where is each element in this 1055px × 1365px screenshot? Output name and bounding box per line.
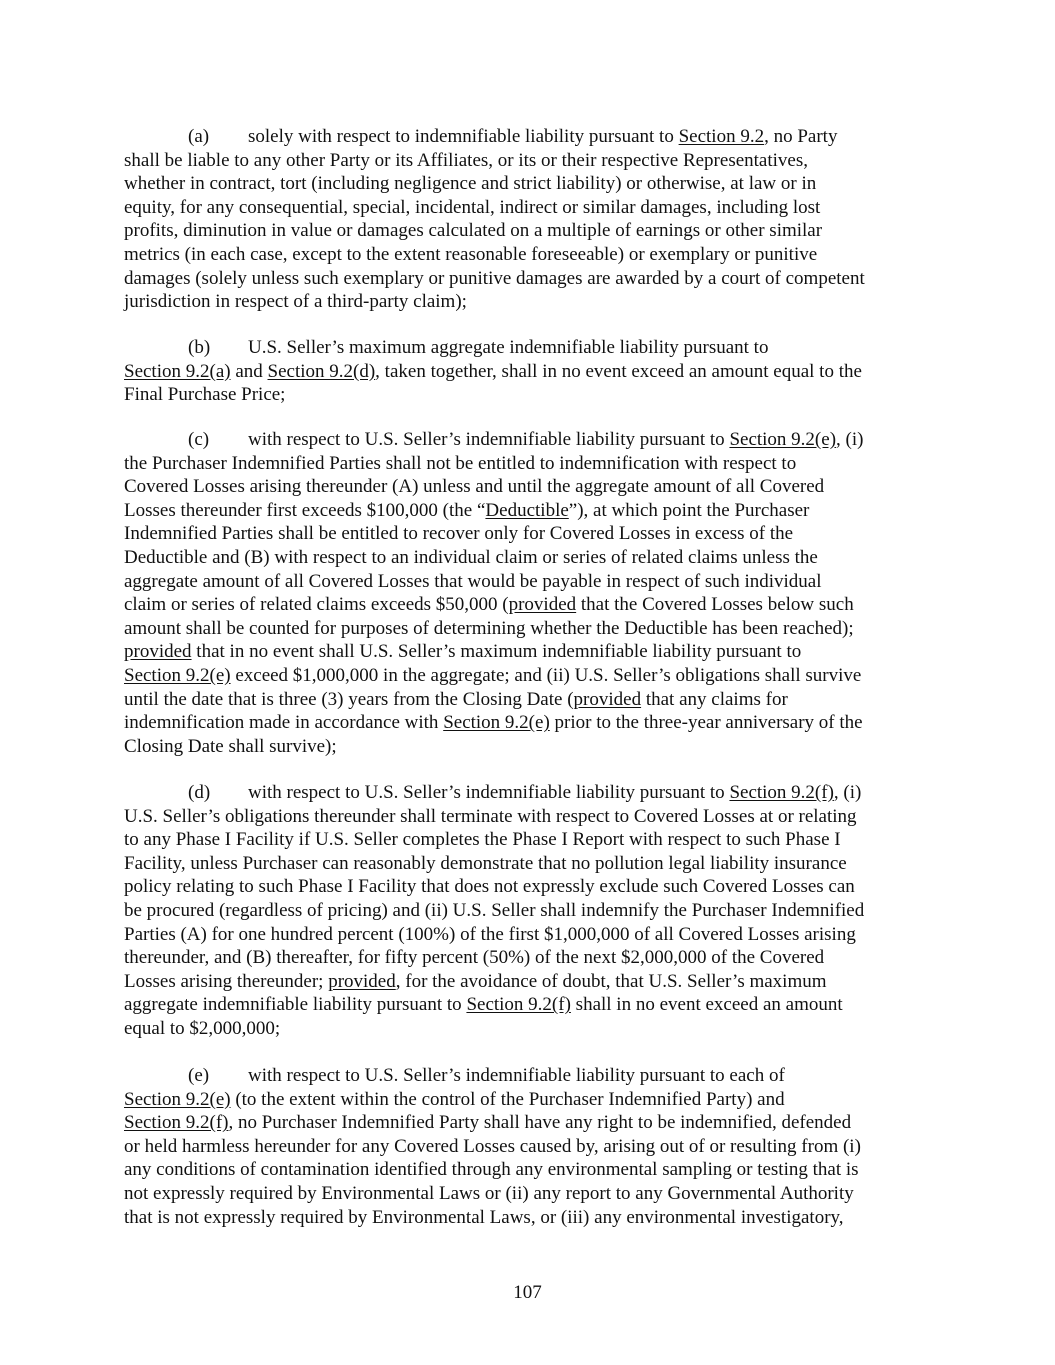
paragraph-label: (a): [188, 126, 210, 147]
text-run: until the date that is three (3) years from the Closing Date (: [124, 688, 574, 710]
cross-reference: Section 9.2: [678, 126, 765, 147]
text-line: [124, 1111, 936, 1135]
text-run: or held harmless hereunder for any Covered Losses caused by, arising out of or resulting from (i): [124, 1135, 861, 1157]
text-line: [124, 711, 936, 735]
text-line: [124, 640, 936, 664]
text-line: [124, 499, 936, 523]
text-line: [124, 196, 936, 220]
paragraph-label: (b): [188, 337, 211, 358]
text-run: prior to the three-year anniversary of the: [549, 712, 863, 734]
text-run: be procured (regardless of pricing) and (ii) U.S. Seller shall indemnify the Purchaser Indemnified: [124, 899, 865, 921]
page-number: 107: [513, 1282, 542, 1303]
text-run: to any Phase I Facility if U.S. Seller completes the Phase I Report with respect to such Phase I: [124, 829, 841, 851]
text-line: [124, 946, 936, 970]
text-line: [124, 1158, 936, 1182]
text-run: , no Party: [764, 126, 838, 147]
text-line: [124, 172, 936, 196]
text-run: aggregate indemnifiable liability pursuant to: [124, 994, 467, 1016]
text-line: [124, 993, 936, 1017]
text-run: Losses arising thereunder;: [124, 970, 329, 992]
text-run: Deductible and (B) with respect to an individual claim or series of related claims unless the: [124, 546, 818, 568]
text-line: [124, 735, 936, 759]
text-run: Final Purchase Price;: [124, 384, 286, 406]
cross-reference: Section 9.2(d): [267, 360, 376, 382]
text-line: [124, 664, 936, 688]
cross-reference: Section 9.2(e): [124, 664, 231, 686]
text-run: indemnification made in accordance with: [124, 712, 444, 734]
text-run: , for the avoidance of doubt, that U.S. Seller’s maximum: [395, 970, 827, 992]
cross-reference: Section 9.2(e): [443, 712, 550, 734]
text-run: U.S. Seller’s obligations thereunder shall terminate with respect to Covered Losses at or relating: [124, 805, 857, 827]
text-run: profits, diminution in value or damages calculated on a multiple of earnings or other similar: [124, 220, 823, 242]
text-run: Losses thereunder first exceeds $100,000 (the “: [124, 499, 486, 521]
text-run: aggregate amount of all Covered Losses that would be payable in respect of such individual: [124, 570, 822, 592]
text-run: with respect to U.S. Seller’s indemnifiable liability pursuant to: [248, 782, 730, 803]
cross-reference: Section 9.2(e): [729, 429, 837, 450]
text-line: [124, 875, 936, 899]
text-line: [124, 852, 936, 876]
text-line: [124, 1206, 936, 1230]
cross-reference: provided: [328, 970, 396, 992]
paragraph: [124, 1064, 936, 1229]
text-line: [124, 452, 936, 476]
text-line: [124, 923, 936, 947]
text-run: claim or series of related claims exceeds $50,000 (: [124, 594, 509, 616]
text-line: [124, 383, 936, 407]
text-line: [124, 1182, 936, 1206]
text-run: that is not expressly required by Environmental Laws, or (iii) any environmental investigatory,: [124, 1206, 844, 1228]
text-run: (to the extent within the control of the Purchaser Indemnified Party) and: [230, 1088, 785, 1110]
text-line: [124, 360, 936, 384]
text-run: equal to $2,000,000;: [124, 1017, 281, 1039]
text-run: Covered Losses arising thereunder (A) unless and until the aggregate amount of all Covered: [124, 476, 825, 498]
text-run: exceed $1,000,000 in the aggregate; and (ii) U.S. Seller’s obligations shall survive: [230, 664, 862, 686]
text-line: [124, 546, 936, 570]
text-line: [124, 781, 936, 805]
text-run: damages (solely unless such exemplary or punitive damages are awarded by a court of competent: [124, 267, 865, 289]
text-run: ”), at which point the Purchaser: [568, 499, 810, 521]
paragraph-label: (d): [188, 782, 211, 803]
text-run: not expressly required by Environmental Laws or (ii) any report to any Governmental Authority: [124, 1182, 854, 1204]
text-line: [124, 805, 936, 829]
text-run: with respect to U.S. Seller’s indemnifiable liability pursuant to each of: [248, 1065, 785, 1086]
cross-reference: Deductible: [485, 499, 569, 521]
text-line: [124, 336, 936, 360]
text-line: [124, 475, 936, 499]
text-run: that in no event shall U.S. Seller’s maximum indemnifiable liability pursuant to: [191, 641, 802, 663]
text-line: [124, 290, 936, 314]
paragraph: [124, 428, 936, 758]
paragraph-label: (c): [188, 429, 210, 450]
text-line: [124, 1135, 936, 1159]
text-run: , (i): [836, 429, 864, 450]
cross-reference: Section 9.2(a): [124, 360, 231, 382]
cross-reference: provided: [124, 641, 192, 663]
text-run: that the Covered Losses below such: [576, 594, 854, 616]
text-line: [124, 970, 936, 994]
text-line: [124, 899, 936, 923]
text-run: jurisdiction in respect of a third-party claim);: [124, 291, 467, 313]
text-run: thereunder, and (B) thereafter, for fifty percent (50%) of the next $2,000,000 of the Covered: [124, 947, 825, 969]
text-line: [124, 1017, 936, 1041]
text-run: whether in contract, tort (including negligence and strict liability) or otherwise, at law or in: [124, 173, 817, 195]
text-run: the Purchaser Indemnified Parties shall not be entitled to indemnification with respect to: [124, 452, 797, 474]
paragraph: [124, 336, 936, 407]
text-run: Parties (A) for one hundred percent (100%) of the first $1,000,000 of all Covered Losses arising: [124, 923, 856, 945]
paragraph: [124, 125, 936, 314]
text-run: metrics (in each case, except to the extent reasonable foreseeable) or exemplary or punitive: [124, 243, 818, 265]
text-line: [124, 428, 936, 452]
text-run: shall be liable to any other Party or its Affiliates, or its or their respective Representatives,: [124, 149, 808, 171]
text-run: Facility, unless Purchaser can reasonably demonstrate that no pollution legal liability insurance: [124, 852, 847, 874]
cross-reference: provided: [508, 594, 577, 616]
cross-reference: provided: [573, 688, 642, 710]
paragraph-label: (e): [188, 1065, 210, 1086]
text-run: equity, for any consequential, special, incidental, indirect or similar damages, including lost: [124, 196, 821, 218]
text-run: solely with respect to indemnifiable liability pursuant to: [248, 126, 679, 147]
text-line: [124, 219, 936, 243]
text-run: , no Purchaser Indemnified Party shall have any right to be indemnified, defended: [228, 1112, 852, 1134]
cross-reference: Section 9.2(f): [124, 1112, 229, 1134]
text-run: U.S. Seller’s maximum aggregate indemnifiable liability pursuant to: [248, 337, 769, 358]
text-line: [124, 1088, 936, 1112]
paragraph: [124, 781, 936, 1041]
text-run: shall in no event exceed an amount: [570, 994, 843, 1016]
text-line: [124, 149, 936, 173]
text-run: Indemnified Parties shall be entitled to recover only for Covered Losses in excess of the: [124, 523, 794, 545]
text-line: [124, 593, 936, 617]
text-line: [124, 1064, 936, 1088]
text-run: , (i): [833, 782, 862, 803]
text-run: policy relating to such Phase I Facility that does not expressly exclude such Covered Losses can: [124, 876, 855, 898]
cross-reference: Section 9.2(f): [729, 782, 834, 803]
cross-reference: Section 9.2(f): [466, 994, 571, 1016]
text-line: [124, 267, 936, 291]
text-line: [124, 617, 936, 641]
cross-reference: Section 9.2(e): [124, 1088, 231, 1110]
text-run: any conditions of contamination identified through any environmental sampling or testing that is: [124, 1159, 859, 1181]
text-line: [124, 125, 936, 149]
text-run: and: [230, 360, 268, 382]
text-run: with respect to U.S. Seller’s indemnifiable liability pursuant to: [248, 429, 730, 450]
text-line: [124, 570, 936, 594]
text-run: that any claims for: [641, 688, 788, 710]
text-run: Closing Date shall survive);: [124, 735, 337, 757]
text-line: [124, 828, 936, 852]
text-run: , taken together, shall in no event exceed an amount equal to the: [375, 360, 862, 382]
text-run: amount shall be counted for purposes of determining whether the Deductible has been reached);: [124, 617, 854, 639]
text-line: [124, 243, 936, 267]
text-line: [124, 522, 936, 546]
text-line: [124, 688, 936, 712]
